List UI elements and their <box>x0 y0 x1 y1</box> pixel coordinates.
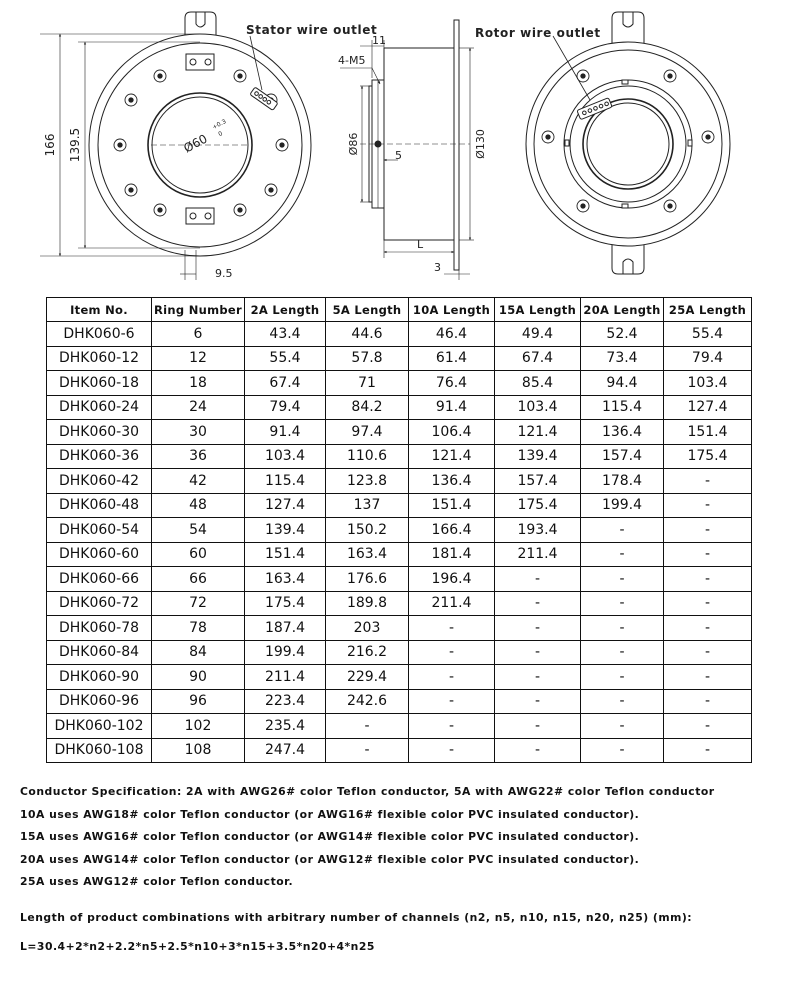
table-cell: - <box>495 567 581 592</box>
table-cell: - <box>664 591 752 616</box>
table-cell: 102 <box>152 714 245 739</box>
table-cell: 163.4 <box>245 567 326 592</box>
table-cell: - <box>664 640 752 665</box>
table-cell: 55.4 <box>664 322 752 347</box>
bore-tolerance-upper: +0.3 <box>211 118 228 132</box>
table-row <box>47 371 752 396</box>
note-line: 10A uses AWG18# color Teflon conductor (or AWG16# flexible color PVC insulated conductor). <box>20 807 640 821</box>
table-cell: 193.4 <box>495 518 581 543</box>
table-cell: 108 <box>152 738 245 763</box>
item-number-cell: DHK060-42 <box>47 469 152 494</box>
table-cell: 46.4 <box>409 322 495 347</box>
table-cell: - <box>581 640 664 665</box>
table-cell: 211.4 <box>409 591 495 616</box>
table-cell: 151.4 <box>245 542 326 567</box>
item-number-cell: DHK060-90 <box>47 665 152 690</box>
table-cell: 247.4 <box>245 738 326 763</box>
table-cell: - <box>664 542 752 567</box>
table-cell: - <box>326 738 409 763</box>
table-cell: 12 <box>152 346 245 371</box>
table-cell: 176.6 <box>326 567 409 592</box>
table-cell: 94.4 <box>581 371 664 396</box>
table-cell: 181.4 <box>409 542 495 567</box>
table-cell: 211.4 <box>245 665 326 690</box>
table-cell: 66 <box>152 567 245 592</box>
column-header: 10A Length <box>409 298 495 322</box>
table-cell: 175.4 <box>664 444 752 469</box>
table-cell: 97.4 <box>326 420 409 445</box>
table-cell: 151.4 <box>409 493 495 518</box>
table-cell: - <box>409 689 495 714</box>
table-cell: 43.4 <box>245 322 326 347</box>
table-row <box>47 640 752 665</box>
table-cell: - <box>664 665 752 690</box>
table-cell: 44.6 <box>326 322 409 347</box>
table-cell: 127.4 <box>245 493 326 518</box>
item-number-cell: DHK060-30 <box>47 420 152 445</box>
table-cell: 166.4 <box>409 518 495 543</box>
table-cell: - <box>664 616 752 641</box>
table-row <box>47 469 752 494</box>
table-row <box>47 689 752 714</box>
table-cell: - <box>495 714 581 739</box>
table-header-row <box>47 298 752 322</box>
table-cell: 84.2 <box>326 395 409 420</box>
table-row <box>47 322 752 347</box>
table-cell: - <box>581 567 664 592</box>
dim-4-m5: 4-M5 <box>338 54 366 67</box>
table-row <box>47 346 752 371</box>
table-row <box>47 738 752 763</box>
table-cell: - <box>409 640 495 665</box>
table-cell: 52.4 <box>581 322 664 347</box>
table-cell: 90 <box>152 665 245 690</box>
table-cell: 30 <box>152 420 245 445</box>
table-cell: 6 <box>152 322 245 347</box>
item-number-cell: DHK060-54 <box>47 518 152 543</box>
stator-wire-outlet-label: Stator wire outlet <box>246 23 378 37</box>
table-cell: 199.4 <box>581 493 664 518</box>
bore-tolerance-lower: 0 <box>217 130 224 139</box>
item-number-cell: DHK060-36 <box>47 444 152 469</box>
table-cell: - <box>581 591 664 616</box>
table-row <box>47 420 752 445</box>
table-cell: 106.4 <box>409 420 495 445</box>
dim-3: 3 <box>434 261 441 274</box>
dim-11: 11 <box>372 34 386 47</box>
item-number-cell: DHK060-102 <box>47 714 152 739</box>
table-cell: 242.6 <box>326 689 409 714</box>
column-header: 2A Length <box>245 298 326 322</box>
table-cell: 115.4 <box>581 395 664 420</box>
table-cell: 76.4 <box>409 371 495 396</box>
table-cell: 139.4 <box>495 444 581 469</box>
table-cell: 55.4 <box>245 346 326 371</box>
table-cell: - <box>664 714 752 739</box>
table-cell: 48 <box>152 493 245 518</box>
table-cell: 150.2 <box>326 518 409 543</box>
table-cell: - <box>495 738 581 763</box>
table-cell: 136.4 <box>409 469 495 494</box>
table-cell: - <box>581 714 664 739</box>
table-cell: 223.4 <box>245 689 326 714</box>
table-cell: 216.2 <box>326 640 409 665</box>
table-row <box>47 567 752 592</box>
table-cell: 196.4 <box>409 567 495 592</box>
rotor-view <box>526 12 730 274</box>
table-cell: 163.4 <box>326 542 409 567</box>
table-cell: - <box>664 689 752 714</box>
table-cell: - <box>495 689 581 714</box>
table-cell: - <box>664 738 752 763</box>
table-cell: - <box>664 469 752 494</box>
table-cell: 73.4 <box>581 346 664 371</box>
item-number-cell: DHK060-66 <box>47 567 152 592</box>
dim-166: 166 <box>43 133 57 157</box>
table-cell: - <box>495 665 581 690</box>
table-cell: 123.8 <box>326 469 409 494</box>
table-cell: - <box>664 493 752 518</box>
dim-L: L <box>417 238 424 251</box>
table-row <box>47 665 752 690</box>
table-cell: 42 <box>152 469 245 494</box>
technical-drawing <box>0 0 806 290</box>
table-cell: - <box>326 714 409 739</box>
table-cell: 137 <box>326 493 409 518</box>
table-row <box>47 493 752 518</box>
item-number-cell: DHK060-60 <box>47 542 152 567</box>
column-header: 25A Length <box>664 298 752 322</box>
table-cell: 157.4 <box>495 469 581 494</box>
table-cell: 187.4 <box>245 616 326 641</box>
spec-table <box>46 297 752 763</box>
length-formula: L=30.4+2*n2+2.2*n5+2.5*n10+3*n15+3.5*n20+4*n25 <box>20 940 375 953</box>
table-cell: 103.4 <box>495 395 581 420</box>
table-cell: 79.4 <box>245 395 326 420</box>
formula-title: Length of product combinations with arbitrary number of channels (n2, n5, n10, n15, n20, n25) (mm): <box>20 911 693 924</box>
dim-86: Ø86 <box>347 132 360 156</box>
table-cell: 103.4 <box>245 444 326 469</box>
dim-130: Ø130 <box>474 129 487 159</box>
table-cell: 139.4 <box>245 518 326 543</box>
item-number-cell: DHK060-108 <box>47 738 152 763</box>
item-number-cell: DHK060-96 <box>47 689 152 714</box>
item-number-cell: DHK060-48 <box>47 493 152 518</box>
column-header: 5A Length <box>326 298 409 322</box>
table-cell: 96 <box>152 689 245 714</box>
table-row <box>47 542 752 567</box>
column-header: 20A Length <box>581 298 664 322</box>
table-cell: 91.4 <box>409 395 495 420</box>
table-cell: 151.4 <box>664 420 752 445</box>
table-cell: 85.4 <box>495 371 581 396</box>
note-line: Conductor Specification: 2A with AWG26# color Teflon conductor, 5A with AWG22# color Teflon conductor <box>20 785 715 798</box>
table-cell: - <box>495 591 581 616</box>
table-cell: - <box>495 640 581 665</box>
table-cell: 157.4 <box>581 444 664 469</box>
bore-diameter: Ø60 <box>181 131 210 156</box>
table-cell: 136.4 <box>581 420 664 445</box>
item-number-cell: DHK060-18 <box>47 371 152 396</box>
table-row <box>47 714 752 739</box>
item-number-cell: DHK060-72 <box>47 591 152 616</box>
column-header: Item No. <box>47 298 152 322</box>
table-cell: 72 <box>152 591 245 616</box>
table-cell: 67.4 <box>495 346 581 371</box>
table-cell: 24 <box>152 395 245 420</box>
table-cell: 78 <box>152 616 245 641</box>
table-row <box>47 518 752 543</box>
table-cell: 67.4 <box>245 371 326 396</box>
conductor-notes <box>20 781 790 894</box>
table-cell: 84 <box>152 640 245 665</box>
table-cell: 79.4 <box>664 346 752 371</box>
table-cell: - <box>495 616 581 641</box>
table-cell: - <box>409 738 495 763</box>
table-cell: - <box>581 738 664 763</box>
table-cell: 71 <box>326 371 409 396</box>
table-cell: 49.4 <box>495 322 581 347</box>
table-cell: 189.8 <box>326 591 409 616</box>
table-cell: 110.6 <box>326 444 409 469</box>
rotor-wire-outlet-label: Rotor wire outlet <box>475 26 601 40</box>
table-cell: 61.4 <box>409 346 495 371</box>
table-cell: 54 <box>152 518 245 543</box>
note-line: 15A uses AWG16# color Teflon conductor (or AWG14# flexible color PVC insulated conductor). <box>20 830 640 844</box>
table-row <box>47 444 752 469</box>
table-cell: 91.4 <box>245 420 326 445</box>
table-cell: 57.8 <box>326 346 409 371</box>
table-cell: 203 <box>326 616 409 641</box>
table-row <box>47 591 752 616</box>
table-cell: 115.4 <box>245 469 326 494</box>
table-cell: - <box>581 542 664 567</box>
table-cell: - <box>409 616 495 641</box>
table-cell: 178.4 <box>581 469 664 494</box>
table-row <box>47 395 752 420</box>
table-cell: 175.4 <box>495 493 581 518</box>
table-cell: 60 <box>152 542 245 567</box>
table-cell: 103.4 <box>664 371 752 396</box>
table-cell: 229.4 <box>326 665 409 690</box>
item-number-cell: DHK060-78 <box>47 616 152 641</box>
table-body <box>47 322 752 763</box>
table-cell: 127.4 <box>664 395 752 420</box>
table-cell: - <box>581 616 664 641</box>
table-cell: 175.4 <box>245 591 326 616</box>
item-number-cell: DHK060-84 <box>47 640 152 665</box>
table-cell: - <box>409 665 495 690</box>
table-cell: - <box>664 518 752 543</box>
table-cell: 199.4 <box>245 640 326 665</box>
table-cell: 121.4 <box>495 420 581 445</box>
dim-9-5: 9.5 <box>215 267 233 280</box>
column-header: Ring Number <box>152 298 245 322</box>
table-cell: - <box>581 665 664 690</box>
table-cell: - <box>581 689 664 714</box>
column-header: 15A Length <box>495 298 581 322</box>
note-line: 25A uses AWG12# color Teflon conductor. <box>20 875 294 889</box>
dim-139-5: 139.5 <box>68 127 82 163</box>
table-row <box>47 616 752 641</box>
item-number-cell: DHK060-6 <box>47 322 152 347</box>
table-cell: 211.4 <box>495 542 581 567</box>
item-number-cell: DHK060-12 <box>47 346 152 371</box>
table-cell: 121.4 <box>409 444 495 469</box>
table-cell: - <box>581 518 664 543</box>
table-cell: - <box>664 567 752 592</box>
dim-5: 5 <box>395 149 402 162</box>
table-cell: 235.4 <box>245 714 326 739</box>
table-cell: - <box>409 714 495 739</box>
item-number-cell: DHK060-24 <box>47 395 152 420</box>
table-cell: 36 <box>152 444 245 469</box>
table-cell: 18 <box>152 371 245 396</box>
note-line: 20A uses AWG14# color Teflon conductor (or AWG12# flexible color PVC insulated conductor). <box>20 852 640 866</box>
